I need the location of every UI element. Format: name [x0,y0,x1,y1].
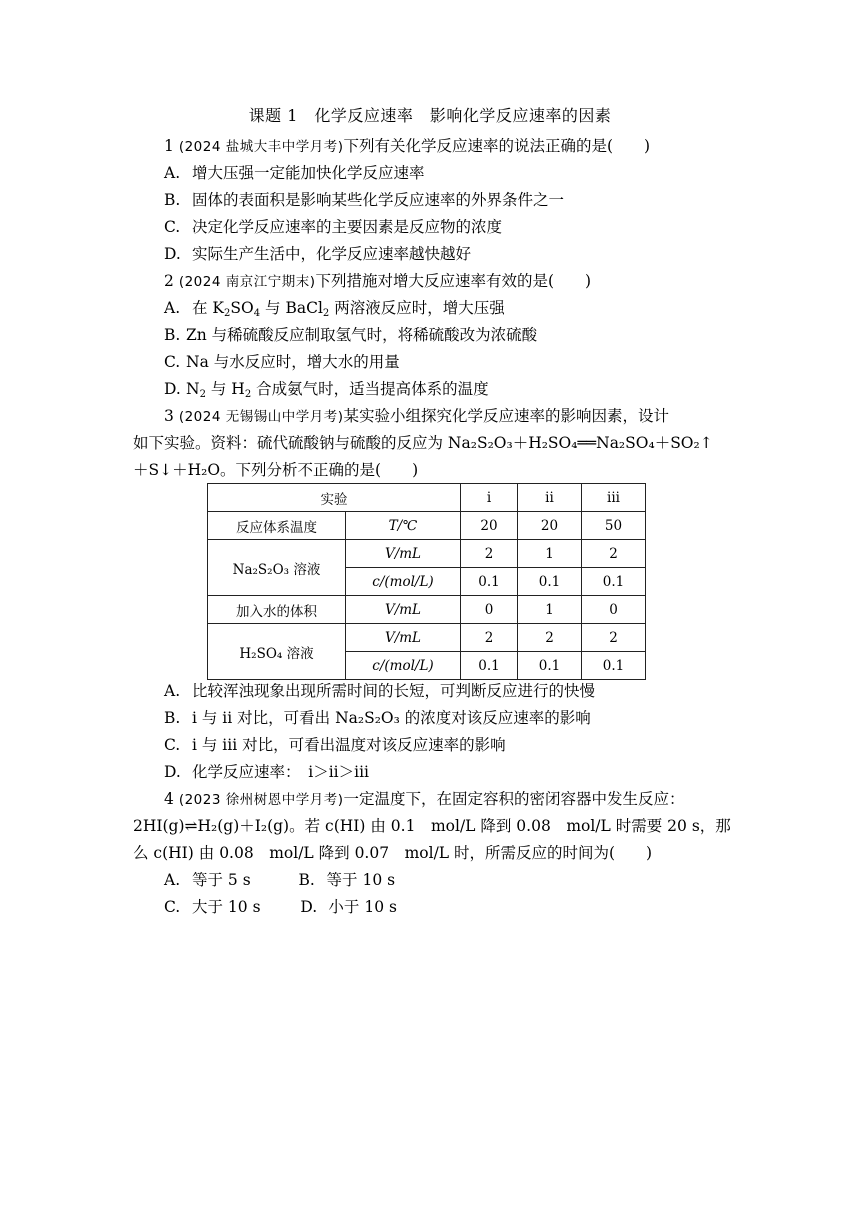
table-cell: 0.1 [461,568,518,596]
q1-option-c: C. 决定化学反应速率的主要因素是反应物的浓度 [164,218,503,236]
q4-options-row2 [164,894,397,920]
table-cell: 加入水的体积 [208,596,346,624]
table-cell: 2 [461,540,518,568]
q4-option-a-label: A. [164,871,181,889]
experiment-table [207,483,646,680]
table-cell: 20 [518,512,582,540]
table-row [208,540,646,568]
table-header-cell: i [461,484,518,512]
q3-stem-line3: ＋S↓＋H₂O。下列分析不正确的是( ) [133,461,419,479]
table-cell: 2 [582,540,646,568]
q2-option-a: A. 在 $K_2SO_4$ 与 BaCl$_2$ 两溶液反应时，增大压强 [164,299,505,319]
q1-option-d: D. 实际生产生活中，化学反应速率越快越好 [164,245,472,263]
q2-source: (2024 南京江宁期末) [178,274,316,290]
q3-option-a: A. 比较浑浊现象出现所需时间的长短，可判断反应进行的快慢 [164,682,596,700]
table-cell: V/mL [346,596,461,624]
table-cell: 2 [461,624,518,652]
q2-stem: 2 (2024 南京江宁期末)下列措施对增大反应速率有效的是( ) [164,272,592,290]
table-cell: c/(mol/L) [346,652,461,680]
q4-stem-line3: 么 c(HI) 由 0.08 mol/L 降到 0.07 mol/L 时，所需反应的时间为( ) [133,844,653,862]
table-cell: 0.1 [582,652,646,680]
table-cell: 0 [461,596,518,624]
table-row [208,596,646,624]
table-cell: Na₂S₂O₃ 溶液 [208,540,346,596]
q1-source: (2024 盐城大丰中学月考) [178,139,344,155]
q4-option-c-label: C. [164,898,181,916]
table-cell: 1 [518,596,582,624]
table-cell: 50 [582,512,646,540]
q2-option-b: B. Zn 与稀硫酸反应制取氢气时，将稀硫酸改为浓硫酸 [164,326,538,344]
table-cell: 0.1 [518,652,582,680]
page-title: 课题 1 化学反应速率 影响化学反应速率的因素 [248,106,612,125]
q2-option-d: D. $N_2$ 与 $H_2$ 合成氨气时，适当提高体系的温度 [164,380,489,400]
q4-stem: 4 (2023 徐州树恩中学月考)一定温度下，在固定容积的密闭容器中发生反应： [164,790,685,808]
q3-stem: 3 (2024 无锡锡山中学月考)某实验小组探究化学反应速率的影响因素，设计 [164,407,670,425]
table-header-cell: 实验 [208,484,461,512]
q4-option-d-label: D. [300,898,318,916]
q2-option-c: C. Na 与水反应时，增大水的用量 [164,353,400,371]
table-row [208,512,646,540]
table-cell: c/(mol/L) [346,568,461,596]
table-cell: 0.1 [582,568,646,596]
table-cell: 0.1 [461,652,518,680]
table-cell: 2 [518,624,582,652]
q3-source: (2024 无锡锡山中学月考) [178,409,344,425]
q1-option-a: A. 增大压强一定能加快化学反应速率 [164,164,425,182]
q1-option-b: B. 固体的表面积是影响某些化学反应速率的外界条件之一 [164,191,565,209]
table-header-row [208,484,646,512]
table-cell: 20 [461,512,518,540]
table-cell: 0.1 [518,568,582,596]
q3-stem-line2: 如下实验。资料：硫代硫酸钠与硫酸的反应为 Na₂S₂O₃＋H₂SO₄══Na₂SO₄＋SO₂↑ [133,434,713,452]
q4-option-a-text: 等于 5 s [192,871,251,889]
table-row [208,624,646,652]
q4-source: (2023 徐州树恩中学月考) [178,792,344,808]
q1-stem: 1 (2024 盐城大丰中学月考)下列有关化学反应速率的说法正确的是( ) [164,137,651,155]
q4-options-row1 [164,867,395,893]
table-cell: 1 [518,540,582,568]
q4-option-b-text: 等于 10 s [326,871,396,889]
q3-option-d: D. 化学反应速率： i＞ii＞iii [164,763,369,781]
table-cell: 0 [582,596,646,624]
table-cell: T/℃ [346,512,461,540]
table-cell: 反应体系温度 [208,512,346,540]
table-cell: V/mL [346,540,461,568]
q4-option-c-text: 大于 10 s [192,898,261,916]
q3-option-c: C. i 与 iii 对比，可看出温度对该反应速率的影响 [164,736,506,754]
q4-option-d-text: 小于 10 s [328,898,397,916]
q3-option-b: B. i 与 ii 对比，可看出 Na₂S₂O₃ 的浓度对该反应速率的影响 [164,709,591,727]
q4-stem-line2: 2HI(g)⇌H₂(g)＋I₂(g)。若 c(HI) 由 0.1 mol/L 降到 0.08 mol/L 时需要 20 s，那 [133,817,731,835]
q4-option-b-label: B. [298,871,315,889]
table-cell: V/mL [346,624,461,652]
table-cell: 2 [582,624,646,652]
table-header-cell: ii [518,484,582,512]
table-header-cell: iii [582,484,646,512]
table-cell: H₂SO₄ 溶液 [208,624,346,680]
